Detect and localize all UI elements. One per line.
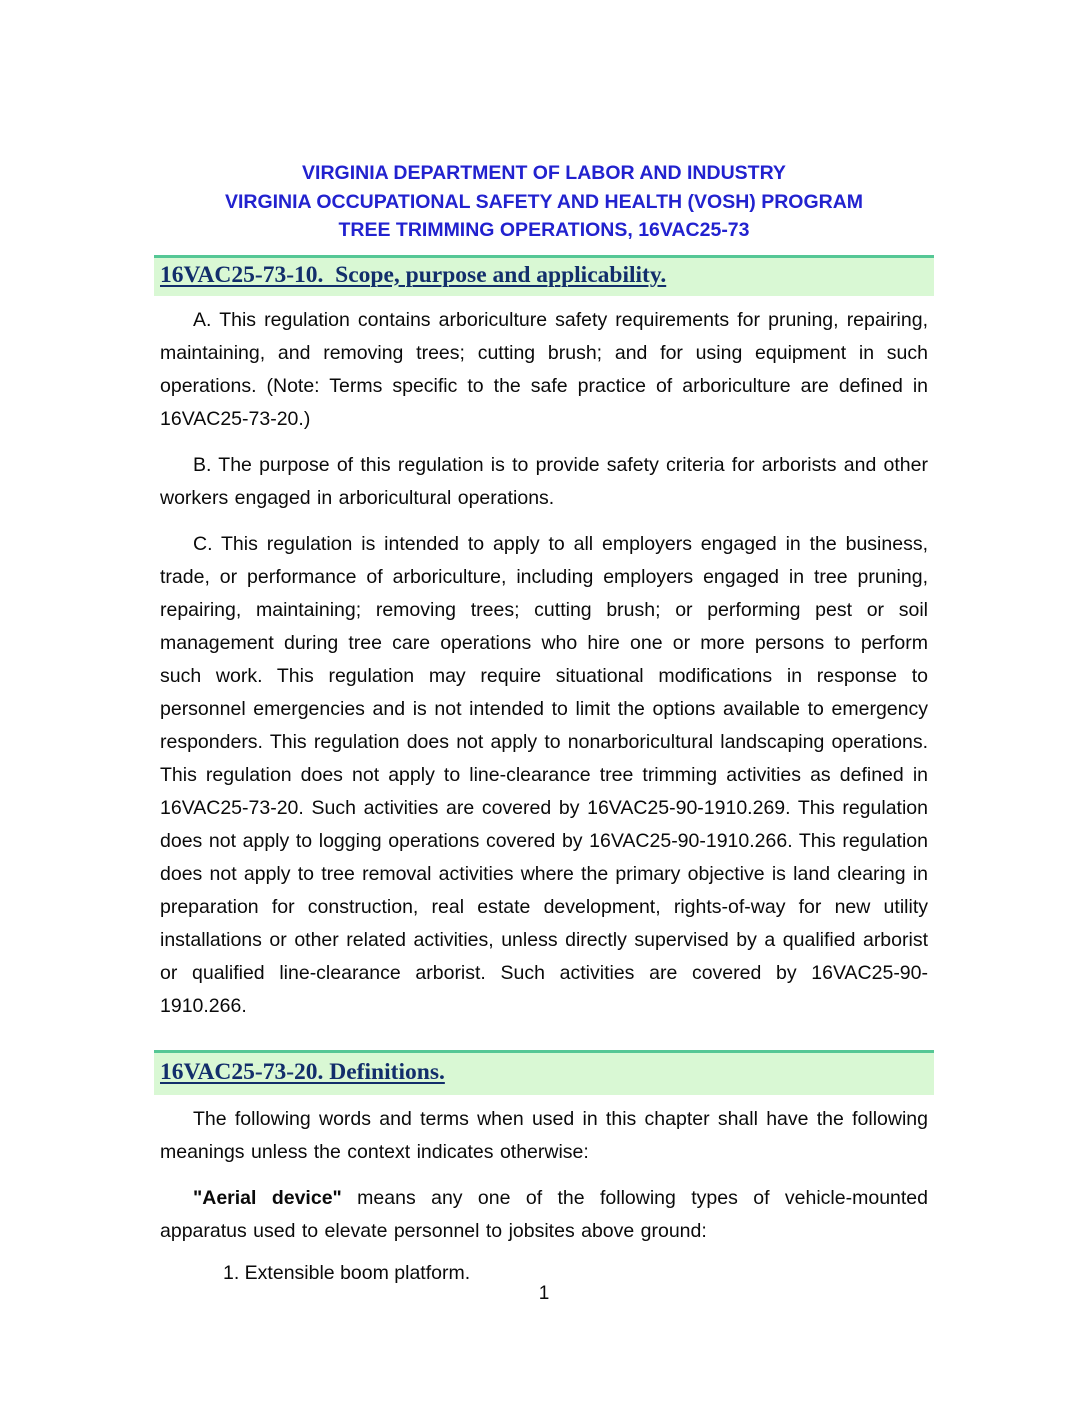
header-line-program: VIRGINIA OCCUPATIONAL SAFETY AND HEALTH (VOSH) PROGRAM [224, 190, 864, 213]
definition-term: "Aerial device" [193, 1186, 342, 1209]
section-heading-definitions: 16VAC25-73-20. Definitions. [154, 1050, 934, 1095]
document-header [160, 0, 928, 245]
page-number: 1 [538, 1283, 550, 1304]
definitions-intro-paragraph: The following words and terms when used in this chapter shall have the following meanings unless the context indicates otherwise: [160, 1107, 928, 1163]
section-scope-purpose-applicability [160, 255, 928, 1023]
header-line-title: TREE TRIMMING OPERATIONS, 16VAC25-73 [338, 219, 750, 241]
definition-list-item-1: 1. Extensible boom platform. [223, 1261, 471, 1284]
section-heading-scope: 16VAC25-73-10. Scope, purpose and applicability. [154, 255, 934, 296]
paragraph-a-scope: A. This regulation contains arboriculture safety requirements for pruning, repairing, maintaining, and removing trees; cutting brush; and for using equipment in such operations. (Note: Terms specific to the safe practice of arboriculture are defined in 16VAC25-73-20.) [160, 308, 928, 430]
paragraph-c-applicability: C. This regulation is intended to apply to all employers engaged in the business, trade, or performance of arboriculture, including employers engaged in tree pruning, repairing, maintaining; removing trees; cutting brush; or performing pest or soil management during tree care operations who hire one or more persons to perform such work. This regulation may require situational modifications in response to personnel emergencies and is not intended to limit the options available to emergency responders. This regulation does not apply to nonarboricultural landscaping operations. This regulation does not apply to line-clearance tree trimming activities as defined in 16VAC25-73-20. Such activities are covered by 16VAC25-90-1910.269. This regulation does not apply to logging operations covered by 16VAC25-90-1910.266. This regulation does not apply to tree removal activities where the primary objective is land clearing in preparation for construction, real estate development, rights-of-way for new utility installations or other related activities, unless directly supervised by a qualified arborist or qualified line-clearance arborist. Such activities are covered by 16VAC25-90-1910.266. [160, 532, 928, 1017]
definition-aerial-device [160, 1182, 928, 1248]
header-line-department: VIRGINIA DEPARTMENT OF LABOR AND INDUSTRY [302, 162, 786, 184]
section-definitions [160, 1050, 928, 1290]
definition-text: means any one of the following types of vehicle-mounted apparatus used to elevate personnel to jobsites above ground: [160, 1186, 928, 1242]
paragraph-b-purpose: B. The purpose of this regulation is to provide safety criteria for arborists and other workers engaged in arboricultural operations. [160, 453, 928, 509]
document-content [160, 0, 928, 1290]
